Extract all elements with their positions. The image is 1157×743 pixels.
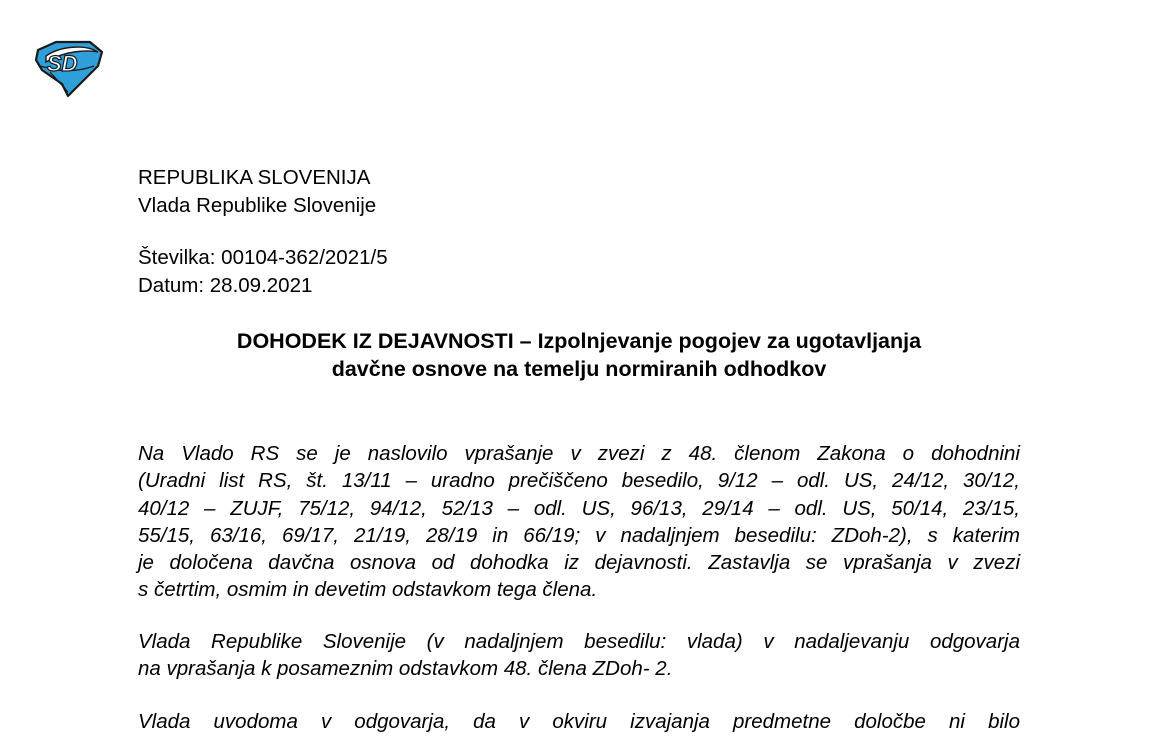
document-number: Številka: 00104-362/2021/5 [138, 246, 388, 269]
paragraph-line: Na Vlado RS se je naslovilo vprašanje v zvezi z 48. členom Zakona o dohodnini [138, 442, 1020, 465]
paragraph-line: s četrtim, osmim in devetim odstavkom tega člena. [138, 578, 598, 602]
paragraph-line: 40/12 – ZUJF, 75/12, 94/12, 52/13 – odl. US, 96/13, 29/14 – odl. US, 50/14, 23/15, [138, 496, 1020, 520]
document-date: Datum: 28.09.2021 [138, 274, 313, 297]
title-line: DOHODEK IZ DEJAVNOSTI – Izpolnjevanje pogojev za ugotavljanja [236, 329, 922, 353]
paragraph-line: na vprašanja k posameznim odstavkom 48. člena ZDoh- 2. [138, 657, 673, 681]
body-paragraph-3 [138, 708, 1020, 735]
paragraph-line: Vlada uvodoma v odgovarja, da v okviru izvajanja predmetne določbe ni bilo [138, 710, 1020, 733]
paragraph-line: (Uradni list RS, št. 13/11 – uradno prečiščeno besedilo, 9/12 – odl. US, 24/12, 30/12, [138, 469, 1020, 493]
institution-name: Vlada Republike Slovenije [138, 194, 377, 217]
document-title [138, 327, 1020, 383]
document-header [138, 164, 376, 220]
sd-logo-icon [32, 40, 104, 98]
body-paragraph-2 [138, 628, 1020, 683]
paragraph-line: Vlada Republike Slovenije (v nadaljnjem besedilu: vlada) v nadaljevanju odgovarja [138, 630, 1020, 653]
body-paragraph-1 [138, 440, 1020, 604]
document-reference [138, 244, 388, 300]
paragraph-line: je določena davčna osnova od dohodka iz dejavnosti. Zastavlja se vprašanja v zvezi [138, 551, 1020, 575]
paragraph-line: 55/15, 63/16, 69/17, 21/19, 28/19 in 66/19; v nadaljnjem besedilu: ZDoh-2), s katerim [138, 523, 1020, 547]
country-name: REPUBLIKA SLOVENIJA [138, 166, 371, 189]
title-line: davčne osnove na temelju normiranih odhodkov [331, 357, 827, 381]
svg-text:SD: SD [47, 51, 78, 76]
